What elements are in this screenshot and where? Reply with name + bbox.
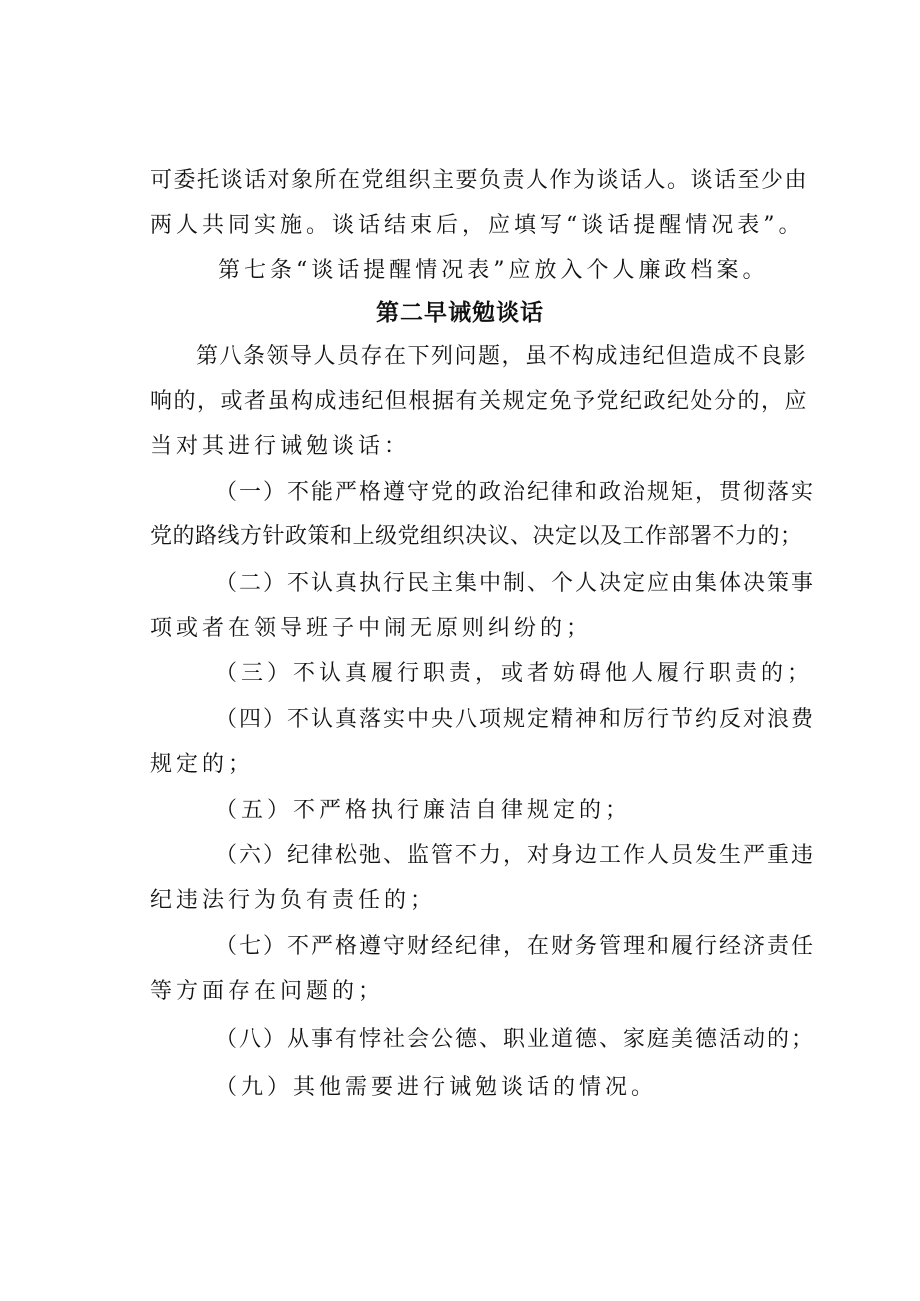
list-item-line: （八）从事有悖社会公德、职业道德、家庭美德活动的；: [215, 1027, 816, 1052]
list-item-line: （二）不认真执行民主集中制、个人决定应由集体决策事: [215, 571, 816, 596]
list-item-line: （四）不认真落实中央八项规定精神和厉行节约反对浪费: [215, 707, 816, 732]
paragraph-line: 可委托谈话对象所在党组织主要负责人作为谈话人。谈话至少由: [150, 168, 809, 193]
article-7-line: 第七条“谈话提醒情况表”应放入个人廉政档案。: [218, 258, 769, 283]
list-item-line: （一）不能严格遵守党的政治纪律和政治规矩，贯彻落实: [215, 480, 816, 505]
list-item-line: （九）其他需要进行诫勉谈话的情况。: [215, 1075, 658, 1100]
article-8-line: 当对其进行诫勉谈话：: [150, 434, 411, 459]
article-8-line: 第八条领导人员存在下列问题，虽不构成违纪但造成不良影: [196, 344, 808, 369]
paragraph-line: 两人共同实施。谈话结束后，应填写“谈话提醒情况表”。: [150, 213, 805, 238]
list-item-line: （六）纪律松弛、监管不力，对身边工作人员发生严重违: [215, 843, 816, 868]
section-heading: 第二早诫勉谈话: [376, 300, 544, 326]
list-item-line: 规定的；: [150, 752, 255, 777]
list-item-line: （七）不严格遵守财经纪律，在财务管理和履行经济责任: [215, 934, 816, 959]
list-item-line: 项或者在领导班子中闹无原则纠纷的；: [150, 616, 593, 641]
list-item-line: 等方面存在问题的；: [150, 979, 385, 1004]
list-item-line: 党的路线方针政策和上级党组织决议、决定以及工作部署不力的；: [150, 524, 803, 549]
list-item-line: （三）不认真履行职责，或者妨碍他人履行职责的；: [215, 661, 814, 686]
article-8-line: 响的，或者虽构成违纪但根据有关规定免予党纪政纪处分的，应: [150, 389, 809, 414]
list-item-line: 纪违法行为负有责任的；: [150, 888, 437, 913]
list-item-line: （五）不严格执行廉洁自律规定的；: [215, 798, 632, 823]
